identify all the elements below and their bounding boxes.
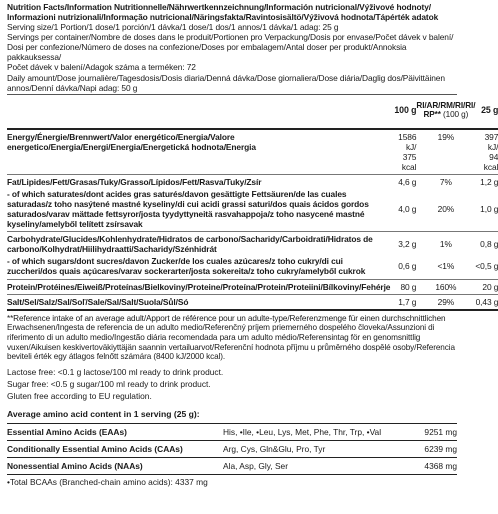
table-row-salt xyxy=(7,294,498,310)
row-value-25g: 0,8 g xyxy=(475,232,498,257)
row-value-ri: <1% xyxy=(437,261,455,272)
table-row-energy xyxy=(7,129,498,175)
nutrition-title-2: Informazioni nutrizionali/Informação nutricional/Näringsfakta/Ravintosisältö/Výživová hodnota/Tápérték adatok xyxy=(7,12,439,23)
servings-per-container-2: Dosi per confezione/Número de doses na confezione/Doses por embalagem/Antal doser per produkt/Annoksia pakkauksessa/ xyxy=(7,42,407,63)
row-label: Protein/Protéines/Eiweiß/Proteínas/Bielkoviny/Proteine/Proteína/Protein/Proteiini/Bílkoviny/Fehérje xyxy=(7,279,394,294)
row-value-25g: 1,0 g xyxy=(480,204,498,215)
total-bcaa: •Total BCAAs (Branched-chain amino acids): 4337 mg xyxy=(7,476,208,487)
table-header-row xyxy=(7,99,498,129)
row-value-25g: 397 kJ/ 94 kcal xyxy=(475,129,498,175)
row-value-100g: 3,2 g xyxy=(394,232,416,257)
row-value-25g: 1,2 g xyxy=(475,174,498,189)
serving-size: Serving size/1 Portion/1 dose/1 porción/1 dávka/1 dose/1 dos/1 annos/1 dávka/1 adag: 25 g xyxy=(7,22,339,33)
amino-acid-title: Average amino acid content in 1 serving (25 g): xyxy=(7,409,200,420)
row-label: Salt/Sel/Salz/Sal/Soľ/Sale/Sal/Salt/Suola/Sůl/Só xyxy=(7,294,394,310)
col-ri xyxy=(416,99,475,129)
amino-group-value: 6239 mg xyxy=(401,440,457,457)
amino-group-value: 9251 mg xyxy=(401,423,457,440)
sugar-free-note: Sugar free: <0.5 g sugar/100 ml ready to drink product. xyxy=(7,379,211,390)
nutrition-table xyxy=(7,99,498,311)
row-label: Fat/Lipides/Fett/Grasas/Tuky/Grasso/Lípidos/Fett/Rasva/Tuky/Zsír xyxy=(7,174,394,189)
amino-group-name: Conditionally Essential Amino Acids (CAAs) xyxy=(7,440,223,457)
col-rp-label: RP** xyxy=(423,110,441,120)
row-value-100g: 4,6 g xyxy=(394,174,416,189)
amino-group-list: Ala, Asp, Gly, Ser xyxy=(223,457,401,474)
row-value-ri: 19% xyxy=(416,129,475,175)
amino-group-list: Arg, Cys, Gln&Glu, Pro, Tyr xyxy=(223,440,401,457)
nutrition-title: Nutrition Facts/Information Nutritionnelle/Nährwertkennzeichnung/Información nutricional/Výživové hodnoty/ xyxy=(7,2,432,12)
amino-group-value: 4368 mg xyxy=(401,457,457,474)
table-row-protein xyxy=(7,279,498,294)
amino-group-list: His, •Ile, •Leu, Lys, Met, Phe, Thr, Trp, •Val xyxy=(223,423,401,440)
nutrition-header xyxy=(7,2,457,95)
row-value-ri: 20% xyxy=(437,204,455,215)
col-rp-sub: (100 g) xyxy=(443,110,469,120)
table-row-fat xyxy=(7,174,498,189)
table-row-caa xyxy=(7,440,457,457)
table-row-saturates xyxy=(7,189,498,232)
table-row-carbohydrate xyxy=(7,232,498,257)
row-value-25g: 0,43 g xyxy=(475,294,498,310)
row-value-100g: 0,6 g xyxy=(398,261,417,272)
col-100g: 100 g xyxy=(394,104,417,115)
row-value-100g: 4,0 g xyxy=(398,204,417,215)
row-label: - of which sugars/dont sucres/davon Zucker/de los cuales azúcares/z toho cukry/di cui zuccheri/dos quais açúcares/varav sockerarter/josta sokereita/z toho cukry/amelyből cukrok xyxy=(7,256,366,277)
row-value-ri: 1% xyxy=(416,232,475,257)
row-label: Energy/Énergie/Brennwert/Valor energético/Energia/Valore energetico/Energia/Energi/Energia/Energetická hodnota/Energia xyxy=(7,129,394,175)
row-label: - of which saturates/dont acides gras saturés/davon gesättigte Fettsäuren/de las cuales saturadas/z toho nasýtené mastné kyseliny/di cui acidi grassi saturi/dos quais ácidos gordos saturados/varav mättade fettsyror/josta tyydyttyneitä rasvahappoja/z toho nasycené mastné kyseliny/amelyből telített zsírsavak xyxy=(7,188,369,230)
amino-group-name: Essential Amino Acids (EAAs) xyxy=(7,423,223,440)
row-value-ri: 29% xyxy=(416,294,475,310)
amino-acid-section xyxy=(7,409,457,487)
col-25g: 25 g xyxy=(481,104,498,115)
lactose-free-note: Lactose free: <0.1 g lactose/100 ml ready to drink product. xyxy=(7,367,224,378)
row-label: Carbohydrate/Glucides/Kohlenhydrate/Hidratos de carbono/Sacharidy/Carboidrati/Hidratos de carbono/Kolhydrat/Hiilihydraatti/Sacharidy/Szénhidrát xyxy=(7,232,394,257)
table-row-sugars xyxy=(7,256,498,279)
col-ri-label: RI/AR/RM/RI/RI/ xyxy=(416,100,476,110)
servings-per-container-3: Počet dávek v balení/Adagok száma a terméken: 72 xyxy=(7,62,196,73)
row-value-25g: 20 g xyxy=(475,279,498,294)
reference-intake-footnote: **Reference intake of an average adult/Apport de référence pour un adulte-type/Referenzmenge für einen durchschnittlichen Erwachsenen/Ingesta de referencia de un adulto medio/Referenčný príjem priemerného dospelého človeka/Assunzioni di riferimento di un adulto medio/Ingestão diária recomendada para um adulto médio/Referensintag för en genomsnittlig vuxen/Aikuisen keskivertoväkiyttäjän saannin vertailuarvot/Referenční hodnota příjmu u průměrného dospělé osoby/Referencia beviteli érték egy átlagos felnőtt számára (8400 kJ/2000 kcal). xyxy=(7,313,455,362)
daily-amount: Daily amount/Dose journalière/Tagesdosis/Dosis diaria/Denná dávka/Dose giornaliera/Dose diária/Daglig dos/Päivittäinen xyxy=(7,72,445,83)
daily-amount-2: annos/Denní dávka/Napi adag: 50 g xyxy=(7,82,138,93)
gluten-free-note: Gluten free according to EU regulation. xyxy=(7,391,152,402)
amino-group-name: Nonessential Amino Acids (NAAs) xyxy=(7,457,223,474)
servings-per-container: Servings per container/Nombre de doses dans le produit/Portionen pro Verpackung/Dosis por envase/Počet dávek v balení/ xyxy=(7,32,454,43)
row-value-100g: 80 g xyxy=(394,279,416,294)
row-value-ri: 160% xyxy=(416,279,475,294)
table-row-naa xyxy=(7,457,457,474)
row-value-100g: 1,7 g xyxy=(394,294,416,310)
amino-acid-table xyxy=(7,423,457,475)
row-value-ri: 7% xyxy=(416,174,475,189)
row-value-25g: <0,5 g xyxy=(475,261,498,272)
table-row-eaa xyxy=(7,423,457,440)
row-value-100g: 1586 kJ/ 375 kcal xyxy=(394,129,416,175)
